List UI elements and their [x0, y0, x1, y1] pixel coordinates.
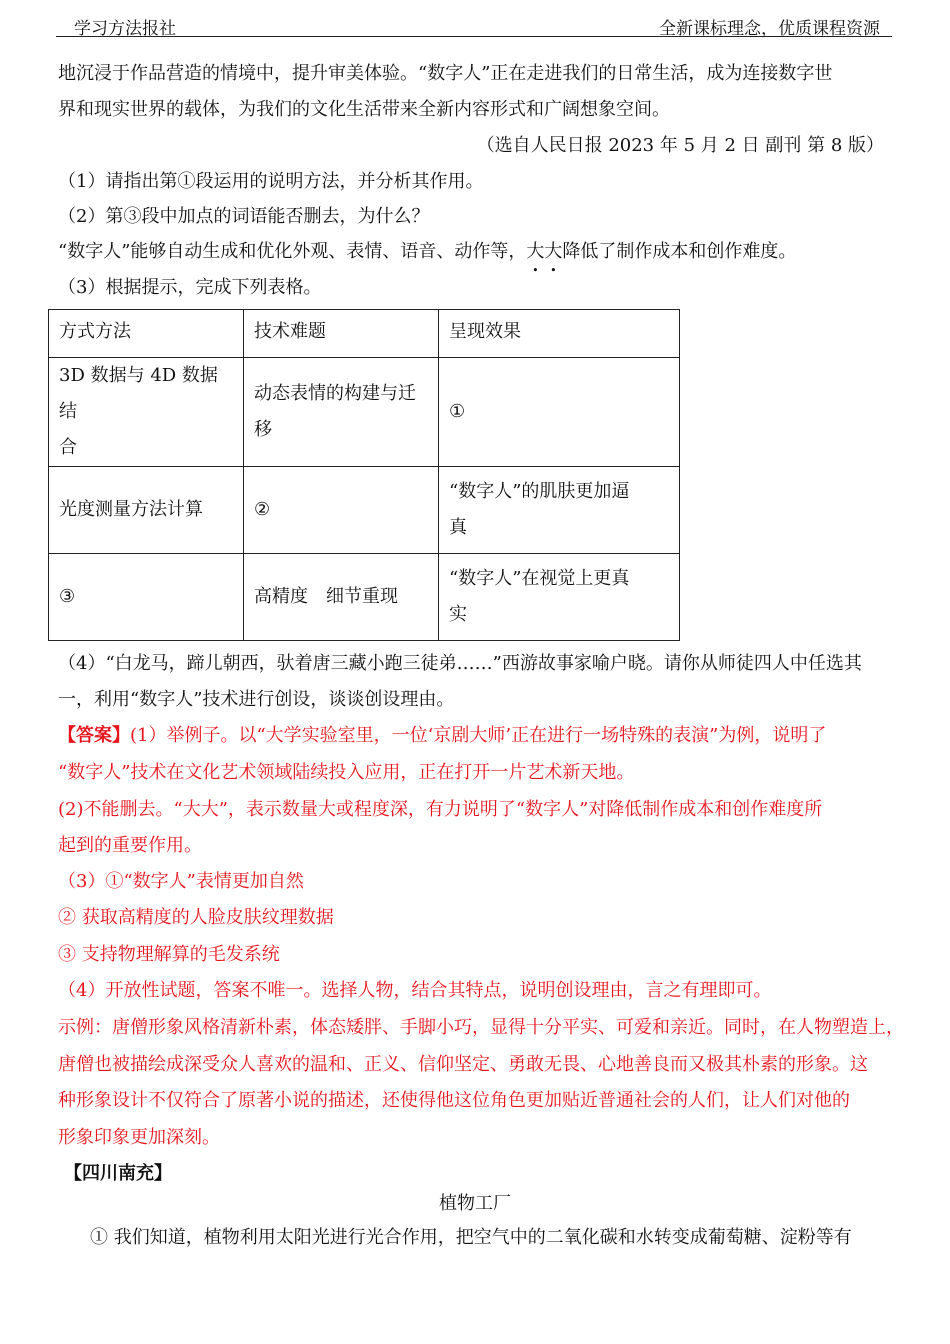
table-row — [49, 358, 680, 467]
header-divider — [56, 36, 892, 37]
question-4-line-2: 一，利用“数字人”技术进行创设，谈谈创设理由。 — [58, 689, 455, 710]
table-header-cell: 呈现效果 — [439, 310, 680, 358]
cell-line: 移 — [254, 419, 272, 440]
answer-3-item-1: （3）①“数字人”表情更加自然 — [58, 871, 304, 892]
answer-1-line-1 — [58, 718, 826, 754]
answer-1-text: (1）举例子。以“大学实验室里，一位‘京剧大师’正在进行一场特殊的表演”为例，说明了 — [130, 725, 827, 746]
answer-2-line-2: 起到的重要作用。 — [58, 835, 202, 856]
question-4-line-1: （4）“白龙马，蹄儿朝西，驮着唐三藏小跑三徒弟……”西游故事家喻户晓。请你从师徒四人中任选其 — [58, 653, 862, 674]
table-header-row — [49, 310, 680, 358]
article-title: 植物工厂 — [439, 1193, 511, 1214]
example-line-2: 唐僧也被描绘成深受众人喜欢的温和、正义、信仰坚定、勇敢无畏、心地善良而又极其朴素的形象。这 — [58, 1054, 868, 1075]
q2-sentence-pre: “数字人”能够自动生成和优化外观、表情、语音、动作等， — [58, 241, 527, 262]
header-slogan: 全新课标理念，优质课程资源 — [659, 19, 880, 39]
answer-2-line-1: (2)不能删去。“大大”，表示数量大或程度深，有力说明了“数字人”对降低制作成本和创作难度所 — [58, 799, 823, 820]
table-cell — [439, 467, 680, 554]
passage-source: （选自人民日报 2023 年 5 月 2 日 副刊 第 8 版） — [476, 135, 884, 156]
section-region: 【四川南充】 — [64, 1163, 172, 1184]
answer-1-line-2: “数字人”技术在文化艺术领域陆续投入应用，正在打开一片艺术新天地。 — [58, 762, 635, 783]
question-2-sentence — [58, 234, 796, 270]
fill-in-table — [48, 309, 680, 641]
table-header-cell: 方式方法 — [49, 310, 244, 358]
table-header-cell: 技术难题 — [244, 310, 439, 358]
table-cell — [49, 358, 244, 467]
answer-3-item-3: ③ 支持物理解算的毛发系统 — [58, 944, 280, 965]
table-cell — [439, 554, 680, 641]
cell-line: 合 — [59, 437, 77, 458]
cell-line: “数字人”在视觉上更真 — [449, 568, 630, 589]
dotted-word-1: 大 — [526, 241, 545, 262]
table-cell-blank-1: ① — [439, 358, 680, 467]
cell-line: “数字人”的肌肤更加逼 — [449, 481, 630, 502]
q2-sentence-post: 降低了制作成本和创作难度。 — [562, 241, 797, 262]
passage-line-2: 界和现实世界的载体，为我们的文化生活带来全新内容形式和广阔想象空间。 — [58, 99, 670, 120]
table-row — [49, 467, 680, 554]
cell-line: 动态表情的构建与迁 — [254, 383, 416, 404]
cell-line: 真 — [449, 517, 467, 538]
article-first-line: ① 我们知道，植物利用太阳光进行光合作用，把空气中的二氧化碳和水转变成葡萄糖、淀粉等有 — [90, 1227, 852, 1248]
example-line-3: 种形象设计不仅符合了原著小说的描述，还使得他这位角色更加贴近普通社会的人们，让人们对他的 — [58, 1090, 850, 1111]
table-cell: 光度测量方法计算 — [49, 467, 244, 554]
cell-line: 3D 数据与 4D 数据结 — [59, 365, 218, 422]
table-cell-blank-2: ② — [244, 467, 439, 554]
passage-line-1: 地沉浸于作品营造的情境中，提升审美体验。“数字人”正在走进我们的日常生活，成为连接数字世 — [58, 63, 833, 84]
table-cell — [244, 358, 439, 467]
question-2: （2）第③段中加点的词语能否删去，为什么？ — [58, 206, 430, 227]
dotted-word-2: 大 — [544, 241, 563, 262]
table-cell: 高精度 细节重现 — [244, 554, 439, 641]
question-3: （3）根据提示，完成下列表格。 — [58, 277, 322, 298]
answer-label: 【答案】 — [58, 725, 130, 746]
table-row — [49, 554, 680, 641]
answer-4: （4）开放性试题，答案不唯一。选择人物，结合其特点，说明创设理由，言之有理即可。 — [58, 980, 772, 1001]
cell-line: 实 — [449, 604, 467, 625]
example-line-1: 示例：唐僧形象风格清新朴素，体态矮胖、手脚小巧，显得十分平实、可爱和亲近。同时，在人物塑造上， — [58, 1017, 904, 1038]
question-1: （1）请指出第①段运用的说明方法，并分析其作用。 — [58, 171, 484, 192]
header-publisher: 学习方法报社 — [74, 19, 176, 39]
answer-3-item-2: ② 获取高精度的人脸皮肤纹理数据 — [58, 907, 334, 928]
example-line-4: 形象印象更加深刻。 — [58, 1127, 220, 1148]
table-cell-blank-3: ③ — [49, 554, 244, 641]
